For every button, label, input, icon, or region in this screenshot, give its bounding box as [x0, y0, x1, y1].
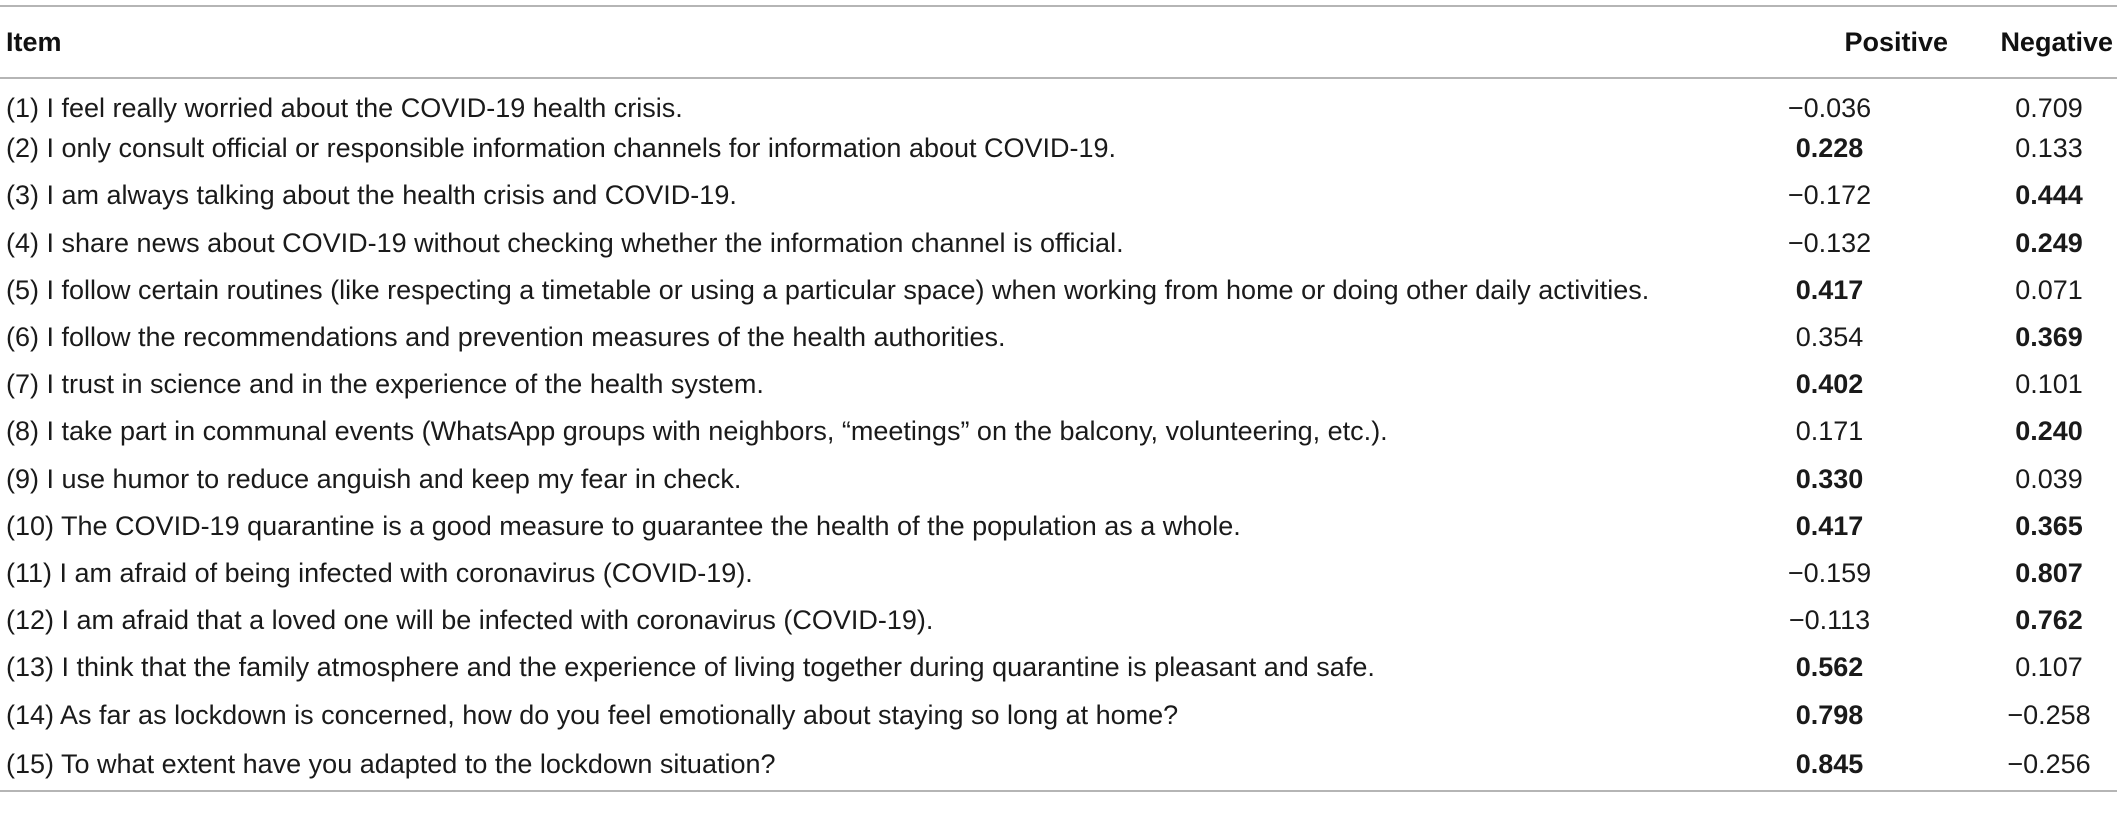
item-text: (13) I think that the family atmosphere and the experience of living together during quarantine is pleasant and safe. — [6, 652, 1375, 683]
positive-value: 0.417 — [1795, 510, 1864, 541]
positive-value: 0.562 — [1795, 652, 1864, 683]
table-header-row — [0, 6, 2117, 78]
item-text: (14) As far as lockdown is concerned, how do you feel emotionally about staying so long at home? — [6, 699, 1179, 730]
item-text: (11) I am afraid of being infected with coronavirus (COVID-19). — [6, 557, 753, 588]
positive-value: 0.417 — [1795, 274, 1864, 305]
table-row — [0, 503, 2117, 550]
positive-value: 0.798 — [1795, 699, 1864, 730]
negative-value: 0.444 — [2015, 180, 2083, 211]
negative-value: 0.807 — [2015, 557, 2083, 588]
item-text: (12) I am afraid that a loved one will be infected with coronavirus (COVID-19). — [6, 605, 934, 636]
negative-value: 0.107 — [2015, 652, 2083, 683]
table-row — [0, 597, 2117, 644]
negative-value: −0.256 — [2007, 748, 2091, 779]
table-row — [0, 314, 2117, 361]
positive-value: −0.036 — [1787, 92, 1872, 123]
item-text: (7) I trust in science and in the experience of the health system. — [6, 369, 764, 400]
negative-value: 0.101 — [2015, 369, 2083, 400]
negative-value: 0.071 — [2015, 274, 2083, 305]
negative-value: 0.249 — [2015, 227, 2083, 258]
table-row — [0, 644, 2117, 691]
positive-value: 0.402 — [1795, 369, 1864, 400]
positive-value: 0.845 — [1795, 748, 1864, 779]
column-header-negative: Negative — [2000, 26, 2113, 57]
item-text: (10) The COVID-19 quarantine is a good measure to guarantee the health of the population as a whole. — [6, 510, 1241, 541]
negative-value: 0.365 — [2015, 510, 2083, 541]
item-text: (8) I take part in communal events (WhatsApp groups with neighbors, “meetings” on the balcony, volunteering, etc.). — [6, 416, 1388, 447]
item-text: (9) I use humor to reduce anguish and keep my fear in check. — [6, 463, 742, 494]
negative-value: 0.762 — [2015, 605, 2083, 636]
table-row — [0, 408, 2117, 455]
item-text: (4) I share news about COVID-19 without checking whether the information channel is official. — [6, 227, 1124, 258]
item-text: (5) I follow certain routines (like respecting a timetable or using a particular space) when working from home or doing other daily activities. — [6, 274, 1650, 305]
positive-value: 0.354 — [1795, 322, 1864, 353]
positive-value: 0.330 — [1795, 463, 1864, 494]
negative-value: 0.133 — [2015, 133, 2083, 164]
factor-loadings-table — [0, 5, 2117, 792]
table-row — [0, 220, 2117, 267]
table-row — [0, 361, 2117, 408]
table-row — [0, 691, 2117, 738]
negative-value: 0.369 — [2015, 322, 2083, 353]
negative-value: 0.709 — [2015, 92, 2083, 123]
item-text: (15) To what extent have you adapted to the lockdown situation? — [6, 748, 776, 779]
table-row — [0, 456, 2117, 503]
table-row — [0, 267, 2117, 314]
positive-value: −0.172 — [1787, 180, 1872, 211]
negative-value: 0.240 — [2015, 416, 2083, 447]
item-text: (3) I am always talking about the health crisis and COVID-19. — [6, 180, 737, 211]
item-text: (2) I only consult official or responsible information channels for information about COVID-19. — [6, 133, 1117, 164]
item-text: (1) I feel really worried about the COVID-19 health crisis. — [6, 92, 683, 123]
positive-value: −0.113 — [1788, 605, 1871, 636]
positive-value: −0.132 — [1787, 227, 1872, 258]
negative-value: 0.039 — [2015, 463, 2083, 494]
positive-value: −0.159 — [1787, 557, 1872, 588]
table-row — [0, 172, 2117, 219]
positive-value: 0.171 — [1795, 416, 1864, 447]
negative-value: −0.258 — [2007, 699, 2091, 730]
table-row — [0, 550, 2117, 597]
column-header-positive: Positive — [1844, 26, 1948, 57]
positive-value: 0.228 — [1795, 133, 1864, 164]
column-header-item: Item — [6, 26, 62, 57]
table-row — [0, 739, 2117, 791]
item-text: (6) I follow the recommendations and prevention measures of the health authorities. — [6, 322, 1006, 353]
table-row — [0, 125, 2117, 172]
table-row — [0, 78, 2117, 125]
